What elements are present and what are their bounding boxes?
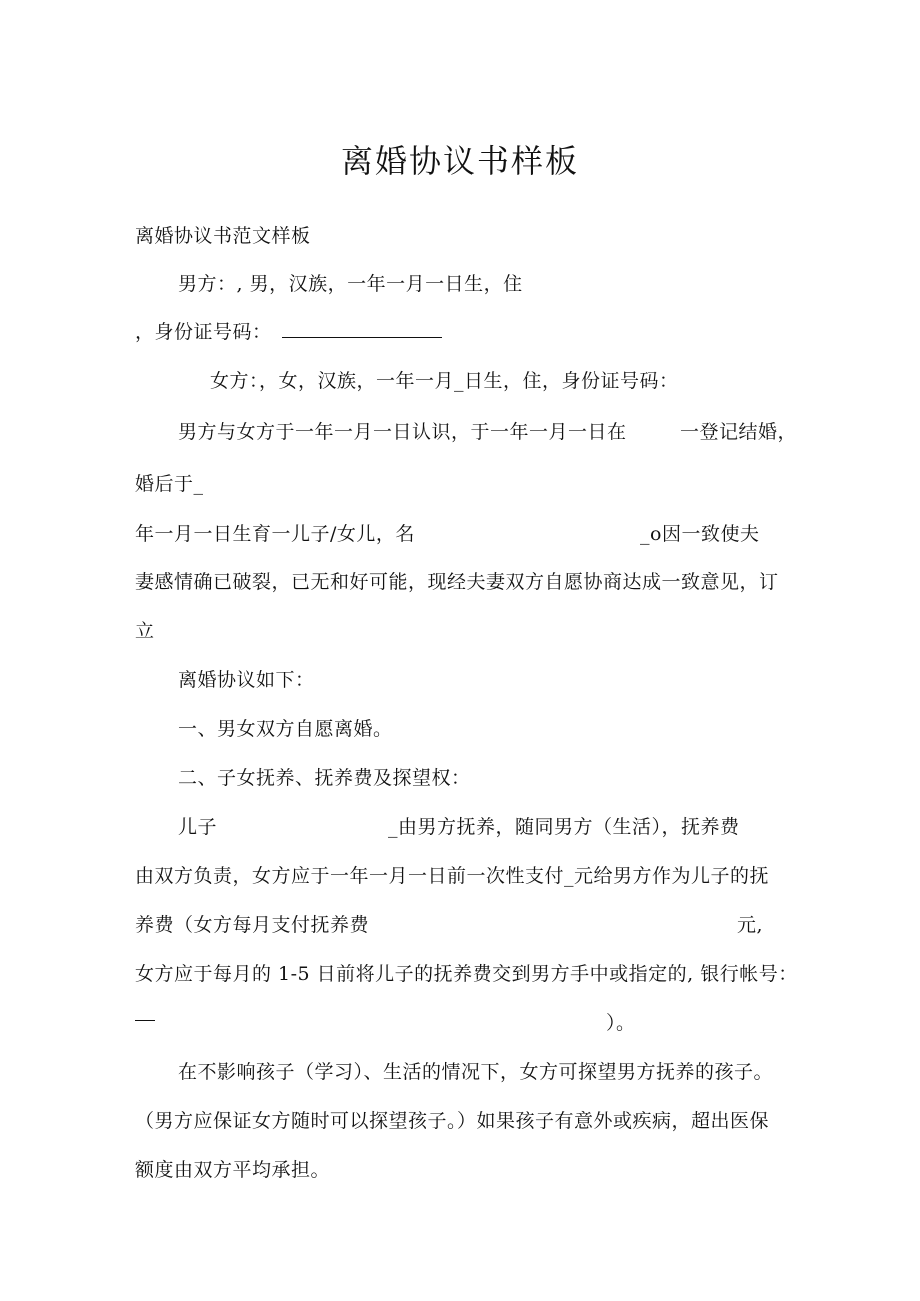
payment-line: 女方应于每月的 1-5 日前将儿子的抚养费交到男方手中或指定的, 银行帐号： [135, 963, 798, 985]
clause-two-heading: 二、子女抚养、抚养费及探望权： [178, 767, 471, 789]
clause-one-line: 一、男女双方自愿离婚。 [178, 718, 393, 740]
male-id-line [135, 318, 442, 346]
child-birth-line-b: _o因一致使夫 [640, 523, 760, 545]
relationship-line: 妻感情确已破裂，已无和好可能，现经夫妻双方自愿协商达成一致意见，订 [135, 571, 779, 593]
marriage-line-a: 男方与女方于一年一月一日认识，于一年一月一日在 [178, 421, 627, 443]
marriage-line-b: 一登记结婚， [680, 421, 798, 443]
female-party-line: 女方：，女，汉族，一年一月_日生，住，身份证号码： [210, 370, 679, 392]
male-id-blank [282, 319, 442, 338]
after-marriage-line: 婚后于_ [135, 473, 204, 495]
male-id-label: ，身份证号码： [135, 321, 272, 343]
agreement-intro-line: 离婚协议如下： [178, 669, 315, 691]
child-birth-line-a: 年一月一日生育一儿子/女儿，名 [135, 523, 415, 545]
visitation-guarantee-line: （男方应保证女方随时可以探望孩子。）如果孩子有意外或疾病，超出医保 [135, 1110, 770, 1132]
son-line-b: _由男方抚养，随同男方（生活），抚养费 [388, 816, 740, 838]
visitation-line: 在不影响孩子（学习）、生活的情况下，女方可探望男方抚养的孩子。 [178, 1061, 774, 1083]
subtitle-line: 离婚协议书范文样板 [135, 225, 311, 247]
account-line [135, 1009, 155, 1037]
monthly-fee-line-b: 元, [737, 914, 764, 936]
monthly-fee-line-a: 养费（女方每月支付抚养费 [135, 914, 370, 936]
son-line-a: 儿子 [178, 816, 218, 838]
male-party-line: 男方：, 男，汉族，一年一月一日生，住 [178, 273, 523, 295]
document-title: 离婚协议书样板 [340, 142, 579, 180]
support-line: 由双方负责，女方应于一年一月一日前一次性支付_元给男方作为儿子的抚 [135, 865, 770, 887]
account-dash [135, 1020, 155, 1021]
account-close-paren: ）。 [606, 1012, 636, 1034]
medical-share-line: 额度由双方平均承担。 [135, 1159, 331, 1181]
establish-line: 立 [135, 620, 155, 642]
